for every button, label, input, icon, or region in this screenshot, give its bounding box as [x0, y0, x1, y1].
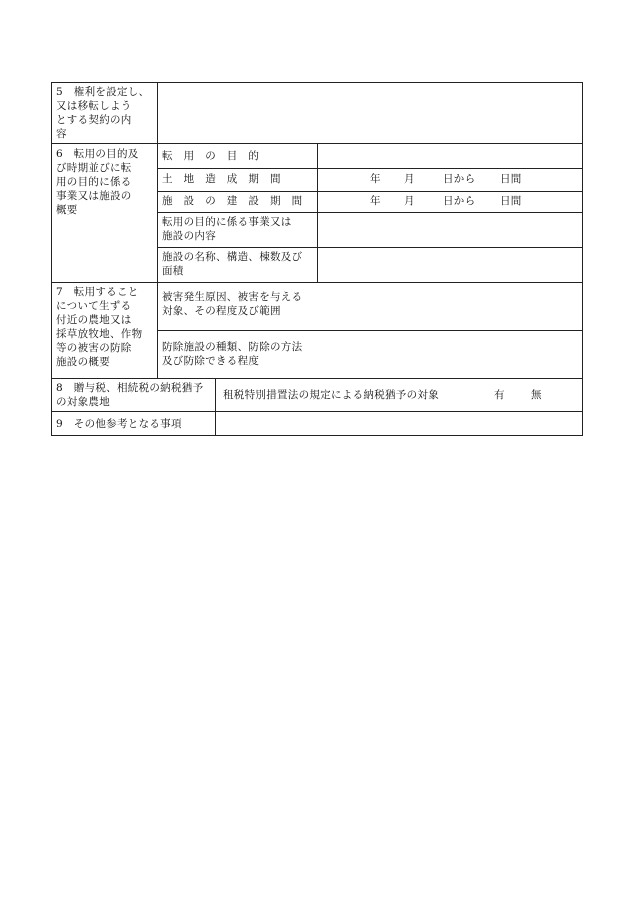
business-content-label-line: 転用の目的に係る事業又は	[162, 216, 292, 228]
damage-input[interactable]	[318, 283, 582, 330]
row-7-label-line: 7 転用すること	[56, 286, 139, 298]
row-6-label-line: 事業又は施設の	[56, 190, 132, 202]
row-5-label-line: 又は移転しよう	[56, 100, 132, 112]
facility-name-label-line: 面積	[162, 265, 184, 277]
row-6-label-line: び時期並びに転	[56, 162, 132, 174]
land-period-field[interactable]	[318, 169, 582, 191]
row-6-label	[56, 147, 156, 217]
row-6-label-line: 6 転用の目的及	[56, 148, 139, 160]
build-period-label: 施 設 の 建 設 期 間	[162, 195, 303, 207]
land-period-label: 土 地 造 成 期 間	[162, 173, 281, 185]
build-period-day-from: 日から	[443, 195, 476, 207]
row-6-label-line: 用の目的に係る	[56, 176, 132, 188]
tax-deferral-no-option[interactable]: 無	[531, 389, 542, 401]
tax-deferral-yes-option[interactable]: 有	[494, 389, 505, 401]
purpose-label: 転 用 の 目 的	[162, 150, 260, 162]
row-8-label-line: の対象農地	[56, 396, 110, 408]
business-content-label-line: 施設の内容	[162, 230, 216, 242]
damage-label-line: 対象、その程度及び範囲	[162, 305, 281, 317]
tax-deferral-text: 租税特別措置法の規定による納税猶予の対象	[223, 389, 439, 401]
business-content-label	[162, 215, 317, 243]
prevention-label	[162, 340, 322, 368]
prevention-input[interactable]	[318, 331, 582, 378]
row-5-input-area[interactable]	[158, 83, 582, 143]
row-9-label: 9 その他参考となる事項	[56, 418, 182, 430]
build-period-days: 日間	[500, 195, 522, 207]
application-form-table	[51, 82, 583, 436]
land-period-year: 年	[370, 173, 381, 185]
facility-name-label-line: 施設の名称、構造、棟数及び	[162, 251, 303, 263]
damage-label	[162, 290, 322, 318]
row-7-label-line: 採草放牧地、作物	[56, 328, 143, 340]
row-divider-7-8	[51, 378, 583, 379]
damage-label-line: 被害発生原因、被害を与える	[162, 291, 303, 303]
row-7-label-line: 付近の農地又は	[56, 314, 132, 326]
row-6-label-line: 概要	[56, 204, 78, 216]
row-8-label	[56, 381, 216, 409]
row-8-label-line: 8 贈与税、相続税の納税猶予	[56, 382, 204, 394]
row-7-label-line: について生ずる	[56, 300, 132, 312]
prevention-label-line: 及び防除できる程度	[162, 355, 260, 367]
row-5-label-line: とする契約の内	[56, 114, 132, 126]
land-period-day-from: 日から	[443, 173, 476, 185]
table-border-left	[51, 82, 52, 436]
build-period-field[interactable]	[318, 192, 582, 212]
table-border-bottom	[51, 435, 583, 436]
row-9-input[interactable]	[216, 412, 582, 435]
row-7-label-line: 施設の概要	[56, 356, 110, 368]
business-content-input[interactable]	[318, 213, 582, 247]
land-period-days: 日間	[500, 173, 522, 185]
facility-name-input[interactable]	[318, 248, 582, 282]
row-7-label-line: 等の被害の防除	[56, 342, 132, 354]
prevention-label-line: 防除施設の種類、防除の方法	[162, 341, 303, 353]
row-5-label-line: 5 権利を設定し、	[56, 86, 150, 98]
row-5-label-line: 容	[56, 128, 67, 140]
build-period-month: 月	[404, 195, 415, 207]
facility-name-label	[162, 250, 317, 278]
land-period-month: 月	[404, 173, 415, 185]
purpose-input[interactable]	[318, 144, 582, 168]
row-5-label	[56, 85, 156, 141]
row-7-label	[56, 285, 156, 369]
build-period-year: 年	[370, 195, 381, 207]
table-border-right	[582, 82, 583, 436]
